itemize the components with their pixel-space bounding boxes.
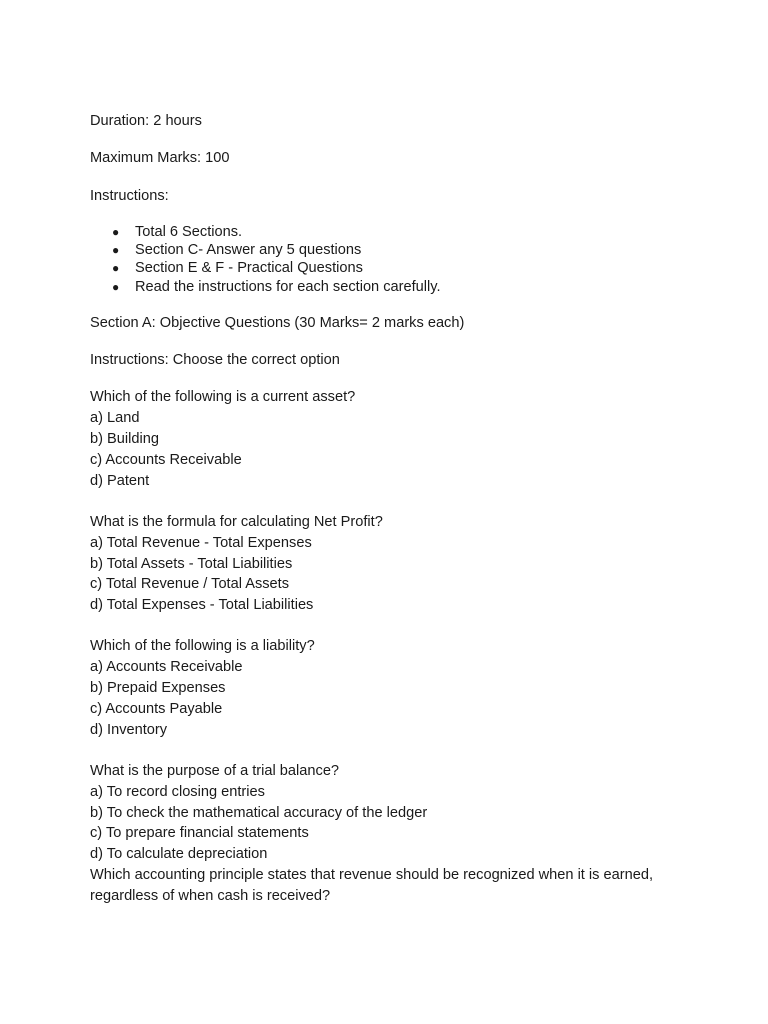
question-text: Which of the following is a current asset? [90, 389, 356, 406]
question-5 [90, 865, 690, 907]
section-a-title: Section A: Objective Questions (30 Marks= 2 marks each) [90, 314, 465, 331]
option-d: d) Patent [90, 472, 150, 489]
option-b: b) To check the mathematical accuracy of the ledger [90, 804, 428, 821]
option-c: c) Total Revenue / Total Assets [90, 576, 290, 593]
max-marks-text: Maximum Marks: 100 [90, 150, 230, 167]
option-a: a) Total Revenue - Total Expenses [90, 534, 312, 551]
question-3 [90, 636, 690, 741]
instruction-text: Read the instructions for each section carefully. [135, 278, 441, 295]
instruction-item [90, 241, 690, 259]
option-d: d) Inventory [90, 721, 168, 738]
question-text: What is the purpose of a trial balance? [90, 762, 340, 779]
section-a-instructions: Instructions: Choose the correct option [90, 351, 340, 368]
instruction-text: Total 6 Sections. [135, 223, 243, 240]
option-b: b) Building [90, 430, 159, 447]
question-text: Which of the following is a liability? [90, 638, 315, 655]
duration-text: Duration: 2 hours [90, 113, 202, 129]
option-a: a) Accounts Receivable [90, 659, 243, 676]
bullet-icon: ● [112, 279, 120, 294]
instructions-list [90, 223, 690, 296]
question-text: What is the formula for calculating Net Profit? [90, 513, 383, 530]
instruction-item [90, 278, 690, 296]
bullet-icon: ● [112, 261, 120, 276]
exam-document [90, 111, 690, 907]
option-b: b) Total Assets - Total Liabilities [90, 555, 293, 572]
option-c: c) Accounts Payable [90, 700, 223, 717]
option-c: c) Accounts Receivable [90, 451, 242, 468]
instruction-text: Section C- Answer any 5 questions [135, 242, 362, 259]
question-2 [90, 512, 690, 617]
option-d: d) Total Expenses - Total Liabilities [90, 597, 314, 614]
question-1 [90, 387, 690, 492]
instruction-item [90, 259, 690, 277]
option-c: c) To prepare financial statements [90, 825, 309, 842]
bullet-icon: ● [112, 224, 120, 239]
question-text: Which accounting principle states that revenue should be recognized when it is earned, regardless of when cash is received? [90, 867, 654, 905]
option-a: a) Land [90, 410, 140, 427]
option-b: b) Prepaid Expenses [90, 680, 226, 697]
instructions-label: Instructions: [90, 187, 169, 204]
option-a: a) To record closing entries [90, 783, 265, 800]
question-4 [90, 761, 690, 866]
option-d: d) To calculate depreciation [90, 846, 268, 863]
bullet-icon: ● [112, 243, 120, 258]
instruction-text: Section E & F - Practical Questions [135, 260, 363, 277]
instruction-item [90, 223, 690, 241]
